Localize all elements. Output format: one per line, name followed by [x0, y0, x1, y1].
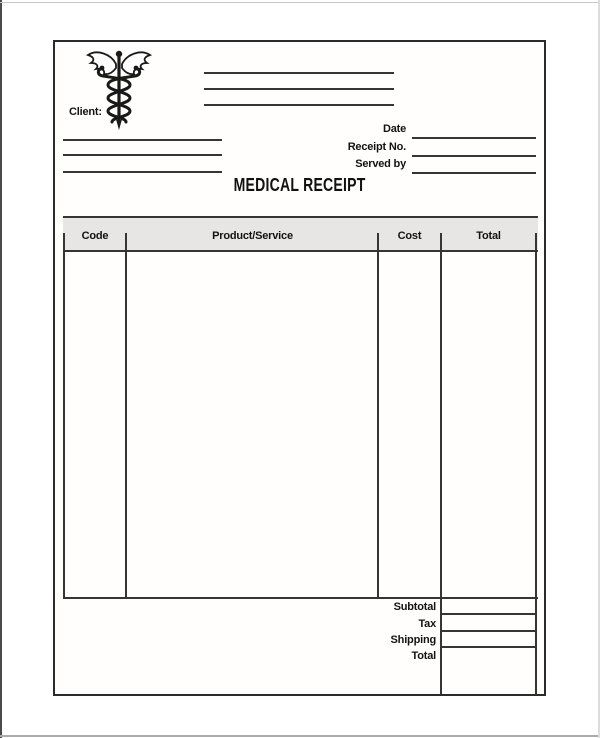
- client-address-line-2[interactable]: [63, 154, 222, 156]
- receipt-page: [53, 40, 546, 696]
- provider-address-line-3[interactable]: [204, 104, 394, 106]
- shipping-row-divider: [440, 646, 537, 648]
- tax-label: Tax: [418, 618, 436, 630]
- shipping-value[interactable]: [443, 633, 534, 645]
- subtotal-value[interactable]: [443, 599, 534, 612]
- client-address-line-3[interactable]: [63, 171, 222, 173]
- provider-address-line-2[interactable]: [204, 88, 394, 90]
- image-border-bottom: [0, 735, 600, 737]
- table-right-border: [535, 233, 537, 694]
- table-body[interactable]: [65, 252, 535, 597]
- date-line[interactable]: [412, 137, 536, 139]
- served-by-line[interactable]: [412, 172, 536, 174]
- provider-address-line-1[interactable]: [204, 72, 394, 74]
- date-label: Date: [382, 123, 406, 135]
- receipt-no-label: Receipt No.: [347, 141, 406, 153]
- client-address-line-1[interactable]: [63, 139, 222, 141]
- total-value[interactable]: [443, 649, 534, 693]
- date-value[interactable]: [414, 124, 534, 137]
- image-border-left: [0, 0, 2, 738]
- served-by-label: Served by: [355, 158, 406, 170]
- receipt-no-value[interactable]: [414, 142, 534, 155]
- client-label: Client:: [69, 106, 102, 118]
- subtotal-label: Subtotal: [393, 601, 436, 613]
- column-header-total: Total: [476, 230, 501, 242]
- total-label: Total: [411, 650, 436, 662]
- shipping-label: Shipping: [390, 634, 436, 646]
- column-header-code: Code: [81, 230, 109, 242]
- served-by-value[interactable]: [414, 159, 534, 172]
- column-header-product: Product/Service: [212, 230, 293, 242]
- page-title: MEDICAL RECEIPT: [233, 175, 366, 195]
- column-header-cost: Cost: [397, 230, 422, 242]
- receipt-no-line[interactable]: [412, 155, 536, 157]
- image-border-top: [0, 2, 600, 3]
- tax-value[interactable]: [443, 616, 534, 629]
- tax-row-divider: [440, 630, 537, 632]
- subtotal-row-divider: [440, 613, 537, 615]
